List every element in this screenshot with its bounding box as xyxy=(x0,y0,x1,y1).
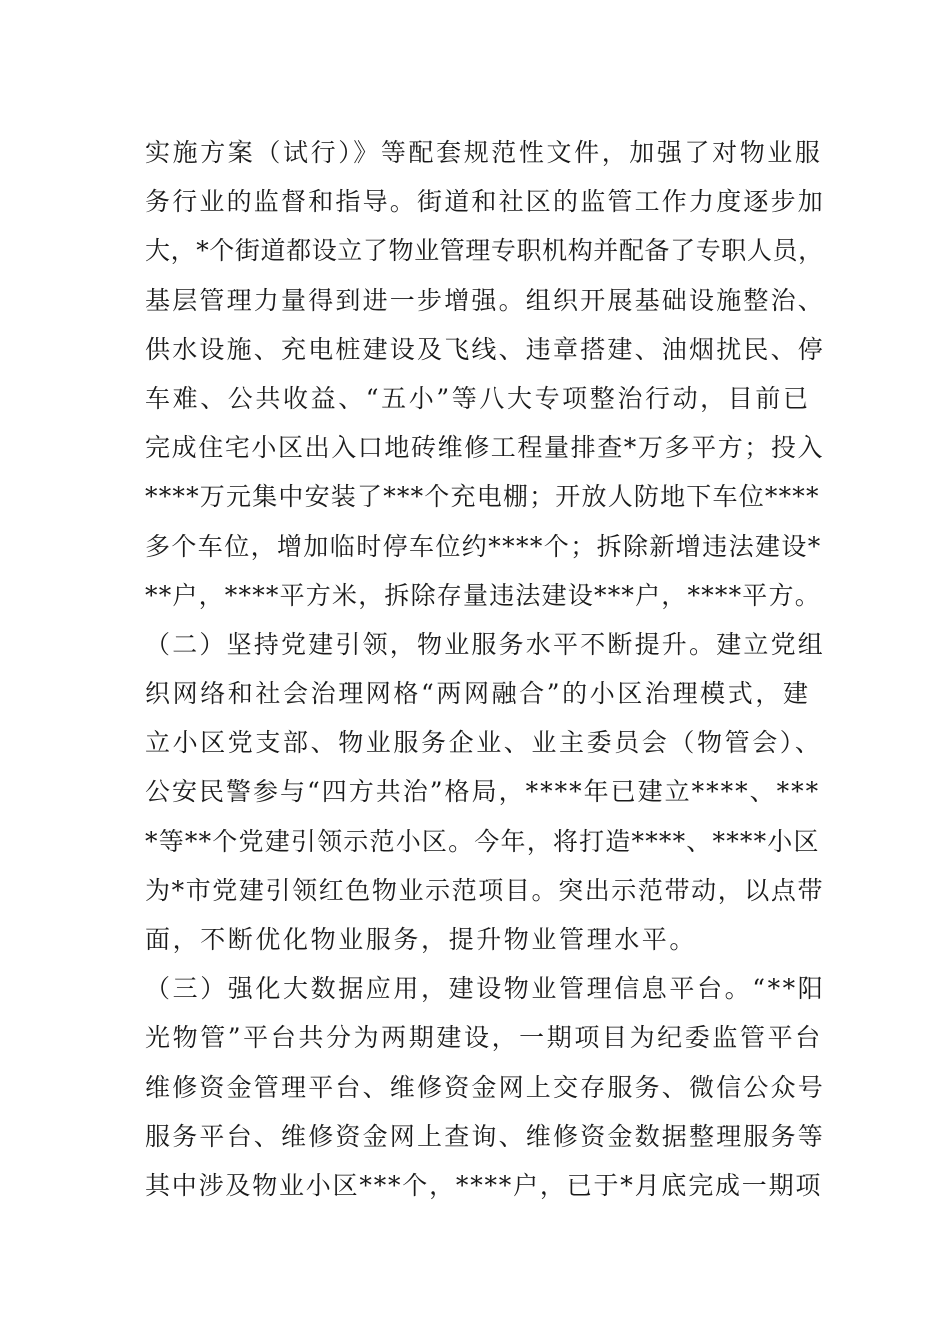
text-line: **户，****平方米，拆除存量违法建设***户，****平方。 xyxy=(145,580,821,610)
text-line: 服务平台、维修资金网上查询、维修资金数据整理服务等 xyxy=(145,1121,826,1151)
text-line: 车难、公共收益、“五小”等八大专项整治行动，目前已 xyxy=(145,383,811,413)
section-heading-line: （二）坚持党建引领，物业服务水平不断提升。建立党组 xyxy=(145,629,826,659)
text-line: 完成住宅小区出入口地砖维修工程量排查*万多平方；投入 xyxy=(145,433,825,463)
text-line: 大，*个街道都设立了物业管理专职机构并配备了专职人员， xyxy=(145,236,824,266)
text-line: 光物管”平台共分为两期建设，一期项目为纪委监管平台 xyxy=(145,1023,823,1053)
text-line: 为*市党建引领红色物业示范项目。突出示范带动，以点带 xyxy=(145,875,825,905)
text-line: 织网络和社会治理网格“两网融合”的小区治理模式，建 xyxy=(145,679,811,709)
text-line: 供水设施、充电桩建设及飞线、违章搭建、油烟扰民、停 xyxy=(145,334,826,364)
text-line: *等**个党建引领示范小区。今年，将打造****、****小区 xyxy=(145,826,820,856)
body-text xyxy=(145,128,825,1210)
text-line: 维修资金管理平台、维修资金网上交存服务、微信公众号 xyxy=(145,1072,826,1102)
text-line: ****万元集中安装了***个充电棚；开放人防地下车位**** xyxy=(145,482,820,512)
text-line: 立小区党支部、物业服务企业、业主委员会（物管会）、 xyxy=(145,728,823,758)
text-line: 其中涉及物业小区***个，****户，已于*月底完成一期项 xyxy=(145,1170,823,1200)
section-heading-line: （三）强化大数据应用，建设物业管理信息平台。“**阳 xyxy=(145,974,826,1004)
text-line: 务行业的监督和指导。街道和社区的监管工作力度逐步加 xyxy=(145,187,826,217)
text-line: 基层管理力量得到进一步增强。组织开展基础设施整治、 xyxy=(145,285,826,315)
text-line: 实施方案（试行）》等配套规范性文件，加强了对物业服 xyxy=(145,138,823,167)
text-line: 多个车位，增加临时停车位约****个；拆除新增违法建设* xyxy=(145,531,822,561)
text-line: 面，不断优化物业服务，提升物业管理水平。 xyxy=(145,925,698,954)
text-line: 公安民警参与“四方共治”格局，****年已建立****、*** xyxy=(145,777,821,807)
